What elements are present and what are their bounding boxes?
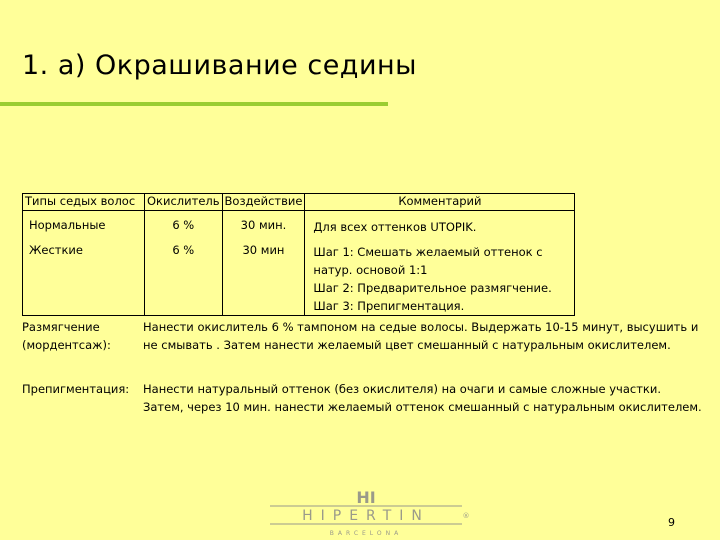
gray-hair-table xyxy=(22,193,575,316)
comment-line: Шаг 2: Предварительное размягчение. xyxy=(313,281,552,295)
note-label-line: Размягчение xyxy=(22,320,100,334)
comment-line: Для всех оттенков UTOPIK. xyxy=(313,220,477,234)
header-comment: Комментарий xyxy=(305,194,575,211)
note-text-softening xyxy=(143,318,703,354)
note-text-line: Нанести окислитель 6 % тампоном на седые волосы. Выдержать 10-15 минут, высушить и xyxy=(143,320,699,334)
note-label-softening xyxy=(22,318,111,354)
logo-registered-mark: ® xyxy=(462,512,470,520)
comment-cell xyxy=(305,236,575,316)
table-row xyxy=(23,211,575,237)
note-label-line: Препигментация: xyxy=(22,382,130,396)
hair-type-cell: Жесткие xyxy=(23,236,145,316)
header-oxidant: Окислитель xyxy=(145,194,223,211)
exposure-cell: 30 мин. xyxy=(222,211,305,237)
logo-mark: HI xyxy=(356,490,376,507)
table-header-row xyxy=(23,194,575,211)
comment-cell xyxy=(305,211,575,237)
title-underline xyxy=(0,102,388,106)
page-number: 9 xyxy=(668,516,675,529)
hair-type-cell: Нормальные xyxy=(23,211,145,237)
hipertin-logo xyxy=(262,490,472,538)
note-label-line: (мордентсаж): xyxy=(22,338,111,352)
note-text-line: Нанести натуральный оттенок (без окислителя) на очаги и самые сложные участки. xyxy=(143,382,661,396)
comment-line: Шаг 1: Смешать желаемый оттенок с натур. основой 1:1 xyxy=(313,245,543,277)
header-hair-type: Типы седых волос xyxy=(23,194,145,211)
oxidant-cell: 6 % xyxy=(145,211,223,237)
table-row xyxy=(23,236,575,316)
comment-line: Шаг 3: Препигментация. xyxy=(313,299,465,313)
note-text-line: Затем, через 10 мин. нанести желаемый оттенок смешанный с натуральным окислителем. xyxy=(143,400,702,414)
header-exposure: Воздействие xyxy=(222,194,305,211)
slide-title: 1. а) Окрашивание седины xyxy=(22,50,417,81)
logo-subtitle: BARCELONA xyxy=(329,530,403,537)
logo-name: HIPERTIN xyxy=(302,508,430,524)
exposure-cell: 30 мин xyxy=(222,236,305,316)
note-label-prepigmentation xyxy=(22,380,129,398)
note-text-prepigmentation xyxy=(143,380,713,416)
note-text-line: не смывать . Затем нанести желаемый цвет смешанный с натуральным окислителем. xyxy=(143,338,671,352)
oxidant-cell: 6 % xyxy=(145,236,223,316)
